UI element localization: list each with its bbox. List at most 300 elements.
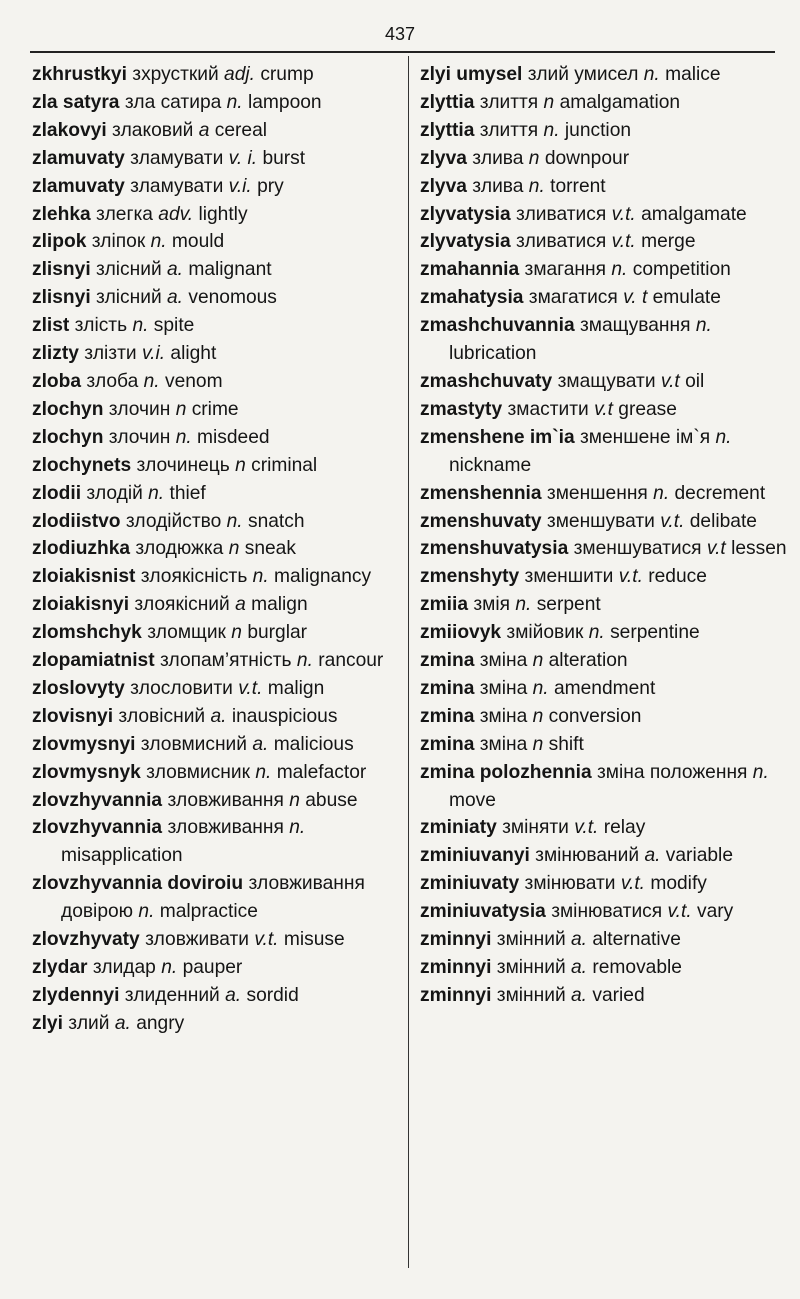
part-of-speech: n.	[255, 761, 272, 783]
dictionary-entry	[32, 117, 402, 145]
translation: lampoon	[248, 91, 322, 113]
ukrainian-word: змінят​и	[502, 817, 569, 839]
part-of-speech: v.i.	[228, 175, 252, 197]
dictionary-entry	[420, 424, 800, 480]
ukrainian-word: зхрустки​й	[132, 64, 219, 85]
ukrainian-word: змійовик	[506, 622, 584, 644]
translation: burst	[262, 147, 306, 169]
translation: junction	[564, 119, 632, 141]
headword: zlizty	[32, 343, 79, 365]
translation: pry	[257, 175, 284, 197]
part-of-speech: a.	[571, 929, 588, 951]
ukrainian-word: злість	[74, 315, 128, 337]
ukrainian-word: зливатися	[516, 231, 607, 253]
translation: inauspicious	[231, 705, 338, 727]
translation: mould	[171, 231, 225, 253]
ukrainian-word: злиденний	[124, 984, 220, 1006]
dictionary-entry	[32, 312, 402, 340]
part-of-speech: n.	[138, 901, 155, 923]
headword: zloiakisnist	[32, 566, 136, 588]
headword: zlomshchyk	[32, 622, 142, 644]
headword: zlehka	[32, 203, 91, 225]
translation: delibate	[689, 510, 757, 532]
dictionary-entry	[32, 926, 402, 954]
part-of-speech: a.	[225, 984, 242, 1006]
dictionary-entry	[32, 396, 402, 424]
headword: zlist	[32, 315, 70, 337]
ukrainian-word: зламувати	[130, 147, 224, 169]
ukrainian-word: злоякісний	[134, 594, 230, 616]
translation: misapplication	[61, 845, 183, 867]
dictionary-entry	[420, 759, 800, 815]
translation: grease	[618, 398, 677, 420]
ukrainian-word: зловісний	[118, 705, 206, 727]
part-of-speech: v.t.	[620, 873, 646, 895]
part-of-speech: n.	[148, 482, 165, 504]
headword: zmina	[420, 733, 475, 755]
headword: zlipok	[32, 231, 87, 253]
translation: misuse	[283, 929, 345, 951]
dictionary-entry	[420, 563, 800, 591]
part-of-speech: n	[532, 650, 544, 672]
headword: zlovisnyi	[32, 705, 114, 727]
translation: nickname	[449, 454, 532, 476]
headword: zlisnyi	[32, 259, 91, 281]
part-of-speech: n	[532, 733, 544, 755]
dictionary-entry	[420, 731, 800, 759]
headword: zlyttia	[420, 91, 475, 113]
translation: burglar	[247, 622, 308, 644]
ukrainian-word: змінювати	[524, 873, 616, 895]
part-of-speech: n	[235, 454, 246, 476]
translation: pauper	[182, 957, 243, 978]
part-of-speech: n.	[296, 650, 313, 672]
dictionary-entry	[420, 117, 800, 145]
part-of-speech: n	[289, 789, 300, 811]
ukrainian-word: злий умисел	[527, 64, 639, 85]
translation: lessen	[731, 538, 787, 560]
ukrainian-word: зміна	[479, 650, 528, 672]
part-of-speech: n.	[289, 817, 306, 839]
ukrainian-word: злидар	[92, 957, 156, 978]
dictionary-entry	[32, 982, 402, 1010]
ukrainian-word: злословити	[130, 677, 233, 699]
translation: reduce	[648, 566, 707, 588]
dictionary-entry	[32, 759, 402, 787]
ukrainian-word: зміна	[479, 677, 528, 699]
headword: zmahannia	[420, 259, 520, 281]
ukrainian-word: злоякісність	[140, 566, 248, 588]
translation: competition	[632, 259, 731, 281]
ukrainian-word: зменшуватися	[573, 538, 702, 560]
ukrainian-word: зменшення	[546, 482, 648, 504]
part-of-speech: v.t.	[618, 566, 643, 588]
dictionary-entry	[420, 508, 800, 536]
part-of-speech: n.	[252, 566, 269, 588]
part-of-speech: a.	[167, 287, 184, 309]
headword: zmenshyty	[420, 566, 520, 588]
headword: zmenshuvatysia	[420, 538, 569, 560]
headword: zmahatysia	[420, 287, 524, 309]
ukrainian-word: зменшити	[524, 566, 614, 588]
ukrainian-word: зменшувати	[546, 510, 655, 532]
ukrainian-word: змінюватися	[551, 901, 663, 923]
part-of-speech: n.	[611, 259, 628, 281]
ukrainian-word: злодійство	[125, 510, 222, 532]
ukrainian-word: зламувати	[130, 175, 224, 197]
headword: zlovzhyvannia doviroiu	[32, 873, 244, 895]
ukrainian-word: злегка	[96, 203, 153, 225]
translation: malefactor	[276, 761, 367, 783]
part-of-speech: a.	[571, 957, 588, 978]
dictionary-entry	[32, 535, 402, 563]
dictionary-entry	[420, 675, 800, 703]
ukrainian-word: злізти	[84, 343, 137, 365]
dictionary-entry	[32, 228, 402, 256]
part-of-speech: n.	[695, 315, 712, 337]
part-of-speech: v.t.	[574, 817, 599, 839]
headword: zkhrustkyi	[32, 64, 127, 85]
headword: zlyi umysel	[420, 64, 523, 85]
part-of-speech: n.	[528, 175, 545, 197]
part-of-speech: v. t	[623, 287, 648, 309]
headword: zminiuvanyi	[420, 845, 530, 867]
headword: zlyi	[32, 1012, 63, 1034]
dictionary-entry	[420, 619, 800, 647]
part-of-speech: v.t.	[611, 231, 636, 253]
ukrainian-word: злочинець	[136, 454, 230, 476]
ukrainian-word: зловживання	[167, 789, 284, 811]
translation: amendment	[553, 677, 656, 699]
headword: zlydar	[32, 957, 88, 978]
dictionary-entry	[32, 954, 402, 982]
headword: zlyva	[420, 175, 467, 197]
dictionary-entry	[420, 982, 800, 1010]
translation: malign	[251, 594, 308, 616]
translation: malignant	[188, 259, 272, 281]
translation: shift	[548, 733, 584, 755]
ukrainian-word: зла сатира	[124, 91, 222, 113]
part-of-speech: n.	[161, 957, 178, 978]
translation: lubrication	[449, 343, 537, 365]
headword: zlyvatysia	[420, 203, 511, 225]
dictionary-entry	[32, 787, 402, 815]
dictionary-entry	[32, 145, 402, 173]
part-of-speech: n.	[226, 510, 243, 532]
translation: amalgamate	[641, 203, 747, 225]
translation: decrement	[674, 482, 766, 504]
dictionary-entry	[32, 368, 402, 396]
dictionary-entry	[420, 284, 800, 312]
dictionary-entry	[420, 368, 800, 396]
dictionary-entry	[420, 256, 800, 284]
ukrainian-word: зменшене ім`я	[579, 426, 711, 448]
translation: cereal	[214, 119, 268, 141]
translation: malice	[665, 64, 721, 85]
ukrainian-word: зливатися	[516, 203, 607, 225]
headword: zmina	[420, 677, 475, 699]
ukrainian-word: змащування	[579, 315, 691, 337]
headword: zminiuvaty	[420, 873, 520, 895]
part-of-speech: a	[198, 119, 210, 141]
translation: merge	[641, 231, 696, 253]
headword: zminiaty	[420, 817, 497, 839]
part-of-speech: n	[231, 622, 242, 644]
headword: zmenshene im`ia	[420, 426, 575, 448]
ukrainian-word: злодій	[86, 482, 143, 504]
headword: zmina	[420, 650, 475, 672]
dictionary-entry	[420, 898, 800, 926]
part-of-speech: n.	[752, 761, 769, 783]
ukrainian-word: змія	[473, 594, 510, 616]
part-of-speech: a.	[252, 733, 269, 755]
headword: zmashchuvannia	[420, 315, 575, 337]
translation: crump	[260, 64, 314, 85]
ukrainian-word: змагатися	[528, 287, 618, 309]
dictionary-entry	[32, 1010, 402, 1038]
dictionary-entry	[420, 647, 800, 675]
ukrainian-word: злаковий	[112, 119, 194, 141]
dictionary-entry	[32, 340, 402, 368]
dictionary-entry	[32, 814, 402, 870]
translation: varied	[592, 984, 645, 1006]
ukrainian-word: змінний	[496, 984, 566, 1006]
part-of-speech: n.	[643, 64, 660, 85]
ukrainian-word: змастити	[507, 398, 589, 420]
dictionary-entry	[32, 563, 402, 591]
ukrainian-word: зломщик	[147, 622, 226, 644]
part-of-speech: v.t.	[611, 203, 636, 225]
dictionary-entry	[32, 647, 402, 675]
dictionary-entry	[420, 89, 800, 117]
part-of-speech: n.	[532, 677, 549, 699]
dictionary-entry	[32, 256, 402, 284]
ukrainian-word: зловмисний	[140, 733, 247, 755]
part-of-speech: a	[235, 594, 246, 616]
headword: zlochyn	[32, 426, 104, 448]
headword: zla satyra	[32, 91, 120, 113]
headword: zlochyn	[32, 398, 104, 420]
headword: zmenshuvaty	[420, 510, 542, 532]
part-of-speech: n.	[653, 482, 670, 504]
dictionary-entry	[420, 703, 800, 731]
dictionary-entry	[420, 228, 800, 256]
ukrainian-word: зловживати	[145, 929, 249, 951]
part-of-speech: a.	[114, 1012, 131, 1034]
part-of-speech: v.t	[660, 370, 680, 392]
translation: alteration	[548, 650, 628, 672]
translation: downpour	[544, 147, 630, 169]
dictionary-entry	[420, 61, 800, 89]
ukrainian-word: зловживання довірою	[61, 873, 365, 923]
dictionary-entry	[420, 954, 800, 982]
left-column	[32, 61, 402, 1038]
dictionary-entry	[32, 870, 402, 926]
right-column	[420, 61, 800, 1010]
headword: zlyva	[420, 147, 467, 169]
part-of-speech: a.	[210, 705, 227, 727]
translation: abuse	[305, 789, 358, 811]
dictionary-entry	[32, 508, 402, 536]
translation: serpent	[536, 594, 601, 616]
dictionary-entry	[32, 452, 402, 480]
translation: crime	[191, 398, 239, 420]
part-of-speech: adj.	[224, 64, 255, 85]
headword: zloslovyty	[32, 677, 125, 699]
part-of-speech: v.t	[706, 538, 726, 560]
dictionary-entry	[32, 619, 402, 647]
part-of-speech: v.i.	[141, 343, 166, 365]
headword: zlyttia	[420, 119, 475, 141]
headword: zlochynets	[32, 454, 132, 476]
ukrainian-word: зліпок	[91, 231, 146, 253]
part-of-speech: n	[175, 398, 187, 420]
part-of-speech: n.	[588, 622, 605, 644]
translation: snatch	[247, 510, 305, 532]
part-of-speech: n.	[150, 231, 167, 253]
headword: zlisnyi	[32, 287, 91, 309]
headword: zlyvatysia	[420, 231, 511, 253]
ukrainian-word: злива	[472, 175, 524, 197]
translation: venom	[164, 370, 223, 392]
translation: lightly	[198, 203, 248, 225]
headword: zmina	[420, 705, 475, 727]
part-of-speech: n	[228, 538, 240, 560]
ukrainian-word: злодюжка	[135, 538, 224, 560]
translation: modify	[650, 873, 707, 895]
headword: zlovzhyvannia	[32, 789, 163, 811]
translation: oil	[685, 370, 705, 392]
part-of-speech: n.	[515, 594, 532, 616]
headword: zmastyty	[420, 398, 503, 420]
dictionary-entry	[32, 703, 402, 731]
ukrainian-word: змінюваний	[535, 845, 640, 867]
ukrainian-word: зміна	[479, 705, 528, 727]
headword: zlodii	[32, 482, 82, 504]
translation: malignancy	[274, 566, 372, 588]
headword: zlovmysnyi	[32, 733, 136, 755]
dictionary-entry	[32, 591, 402, 619]
ukrainian-word: зловмисник	[146, 761, 250, 783]
dictionary-entry	[32, 201, 402, 229]
ukrainian-word: злиття	[479, 91, 539, 113]
translation: thief	[169, 482, 206, 504]
translation: conversion	[548, 705, 642, 727]
dictionary-entry	[32, 480, 402, 508]
dictionary-entry	[32, 173, 402, 201]
ukrainian-word: злочин	[108, 398, 171, 420]
translation: serpentine	[610, 622, 700, 644]
page-number: 437	[384, 24, 416, 44]
dictionary-entry	[420, 145, 800, 173]
column-divider	[408, 56, 409, 1268]
part-of-speech: v.t.	[238, 677, 263, 699]
dictionary-entry	[420, 591, 800, 619]
translation: alternative	[592, 929, 681, 951]
part-of-speech: v. i.	[228, 147, 258, 169]
dictionary-entry	[32, 424, 402, 452]
part-of-speech: n.	[715, 426, 732, 448]
translation: amalgamation	[559, 91, 681, 113]
ukrainian-word: змінний	[496, 957, 566, 978]
part-of-speech: adv.	[158, 203, 194, 225]
headword: zloba	[32, 370, 82, 392]
part-of-speech: n	[528, 147, 540, 169]
headword: zlamuvaty	[32, 175, 125, 197]
dictionary-entry	[420, 535, 800, 563]
part-of-speech: v.t	[594, 398, 613, 420]
dictionary-entry	[420, 870, 800, 898]
ukrainian-word: змінний	[496, 929, 566, 951]
ukrainian-word: злива	[472, 147, 524, 169]
dictionary-entry	[420, 926, 800, 954]
dictionary-entry	[420, 173, 800, 201]
ukrainian-word: змагання	[524, 259, 607, 281]
part-of-speech: n.	[132, 315, 149, 337]
ukrainian-word: зміна положення	[596, 761, 748, 783]
ukrainian-word: зміна	[479, 733, 528, 755]
headword: zmiia	[420, 594, 468, 616]
headword: zlakovyi	[32, 119, 107, 141]
dictionary-entry	[32, 61, 402, 89]
ukrainian-word: змащувати	[557, 370, 656, 392]
part-of-speech: v.t.	[667, 901, 692, 923]
dictionary-entry	[420, 480, 800, 508]
headword: zminiuvatysia	[420, 901, 546, 923]
translation: angry	[136, 1012, 185, 1034]
part-of-speech: a.	[571, 984, 588, 1006]
headword: zmina polozhennia	[420, 761, 592, 783]
headword: zlydennyi	[32, 984, 120, 1006]
part-of-speech: a.	[644, 845, 661, 867]
translation: sneak	[244, 538, 296, 560]
dictionary-entry	[32, 89, 402, 117]
translation: vary	[697, 901, 734, 923]
headword: zlodiuzhka	[32, 538, 131, 560]
ukrainian-word: злоба	[86, 370, 139, 392]
part-of-speech: n.	[143, 370, 160, 392]
translation: torrent	[550, 175, 606, 197]
headword: zlopamiatnist	[32, 650, 155, 672]
headword: zminnyi	[420, 957, 492, 978]
dictionary-entry	[32, 284, 402, 312]
part-of-speech: n.	[175, 426, 192, 448]
headword: zlovmysnyk	[32, 761, 141, 783]
dictionary-entry	[420, 814, 800, 842]
translation: malicious	[273, 733, 354, 755]
translation: malign	[267, 677, 325, 699]
dictionary-entry	[420, 312, 800, 368]
translation: removable	[592, 957, 682, 978]
translation: alight	[170, 343, 217, 365]
translation: emulate	[652, 287, 721, 309]
ukrainian-word: злочин	[108, 426, 171, 448]
ukrainian-word: злопам’ятність	[159, 650, 292, 672]
ukrainian-word: зловживання	[167, 817, 284, 839]
dictionary-entry	[420, 396, 800, 424]
headword: zminnyi	[420, 984, 492, 1006]
dictionary-entry	[420, 201, 800, 229]
dictionary-entry	[420, 842, 800, 870]
translation: sordid	[246, 984, 299, 1006]
ukrainian-word: злий	[68, 1012, 110, 1034]
ukrainian-word: злиття	[479, 119, 539, 141]
headword: zmashchuvaty	[420, 370, 553, 392]
part-of-speech: a.	[167, 259, 184, 281]
translation: rancour	[318, 650, 384, 672]
part-of-speech: n.	[543, 119, 560, 141]
headword: zminnyi	[420, 929, 492, 951]
